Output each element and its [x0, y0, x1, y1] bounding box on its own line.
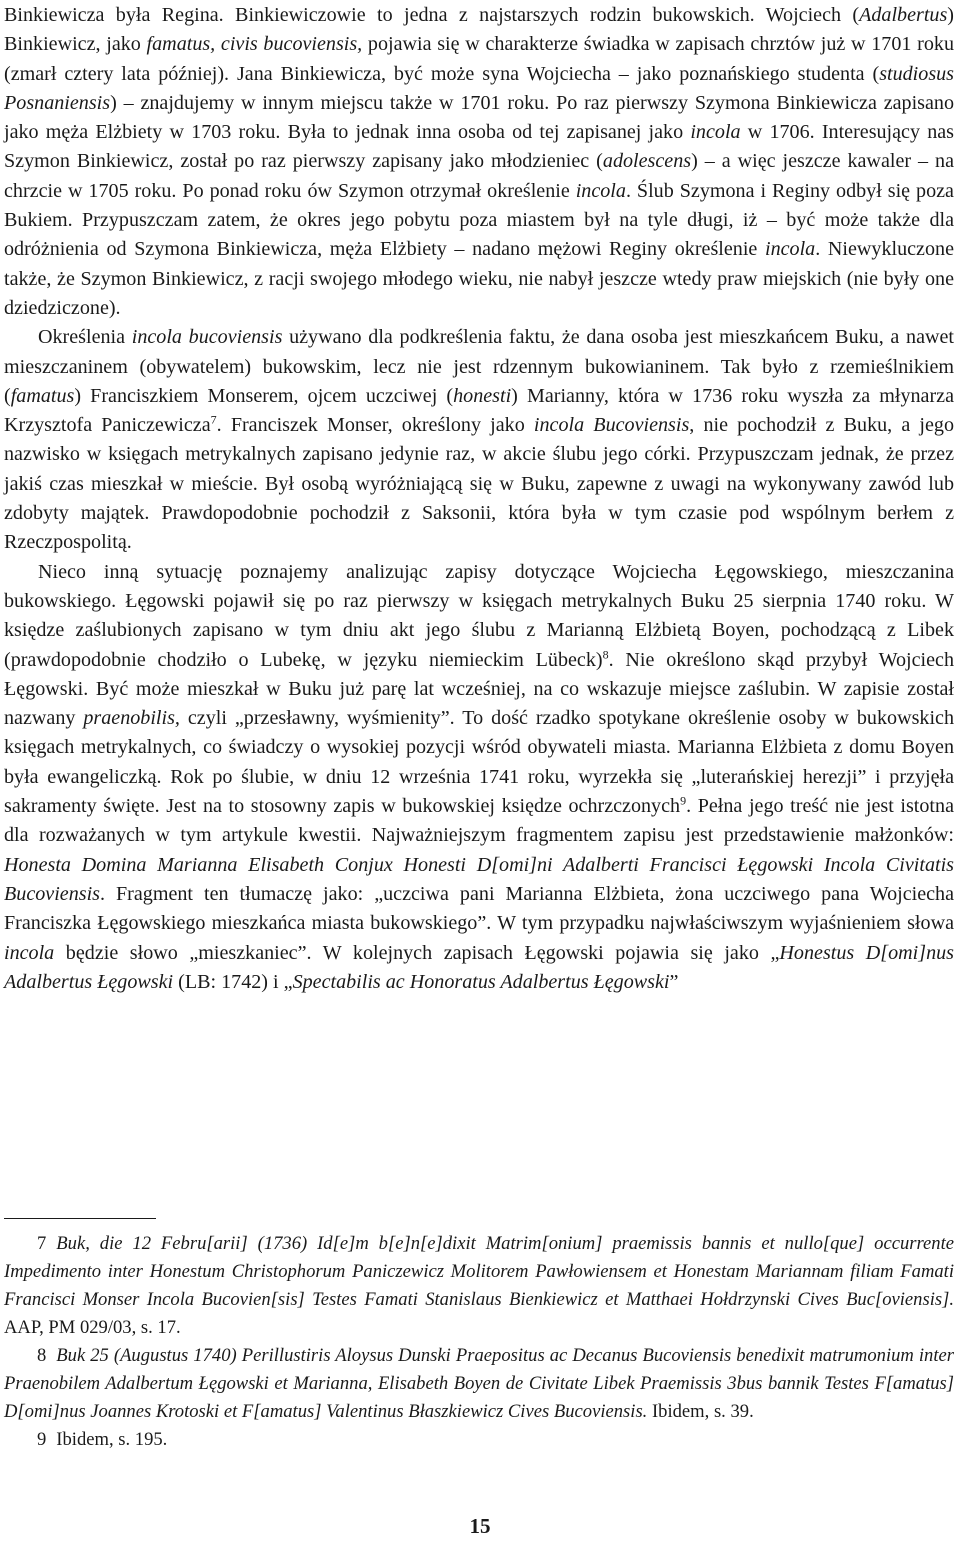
- text-run: . Nie określono skąd przybył Wojciech Łęgowski. Być może mieszkał w Buku już parę lat wcześniej, na co wskazuje miejsce zaślubin. W zapisie został nazwany: [4, 648, 954, 730]
- paragraph-2: [4, 323, 954, 557]
- footnote-ref: 8: [602, 646, 609, 661]
- italic-text: incola bucoviensis: [131, 326, 283, 349]
- text-run: ) – a więc jeszcze kawaler – na chrzcie w 1705 roku. Po ponad roku ów Szymon otrzymał określenie: [4, 150, 954, 202]
- italic-text: Spectabilis ac Honoratus Adalbertus Łęgowski: [292, 970, 670, 993]
- footnote-separator: [4, 1218, 156, 1219]
- italic-text: Buk, die 12 Febru[arii] (1736) Id[e]m b[e]n[e]dixit Matrim[onium] praemissis bannis et nullo[que] occurrente Impedimento inter Honestum Christophorum Paniczewicz Molitorem Pawłowiensem et Honestam Mariannam filiam Famati Francisci Monser Incola Bucovien[sis] Testes Famati Stanislaus Bienkiewicz et Matthaei Hołdrzynski Cives Buc[oviensis].: [4, 1233, 954, 1310]
- footnote-number: 8: [37, 1345, 47, 1366]
- footnote-9: [4, 1426, 954, 1454]
- italic-text: famatus: [10, 384, 75, 407]
- footnotes: [4, 1230, 954, 1454]
- text-run: ”: [669, 970, 679, 993]
- text-run: . Franciszek Monser, określony jako: [216, 414, 534, 437]
- page-number: 15: [469, 1514, 491, 1538]
- text-run: Ibidem, s. 39.: [647, 1401, 754, 1422]
- italic-text: Buk 25 (Augustus 1740) Perillustiris Aloysus Dunski Praepositus ac Decanus Bucoviensis benedixit matrumonium inter Praenobilem Adalbertum Łęgowski et Marianna, Elisabeth Boyen de Civitate Libek Praemissis 3bus bannik Testes F[amatus] D[omi]nus Joannes Krotoski et F[amatus] Valentinus Błaszkiewicz Cives Bucoviensis.: [4, 1345, 954, 1422]
- italic-text: Adalbertus: [859, 4, 948, 26]
- text-run: używano dla podkreślenia faktu, że dana osoba jest mieszkańcem Buku, a nawet mieszczaninem (obywatelem) bukowskim, lecz nie jest rdzennym bukowianinem. Tak było z rzemieślnikiem (: [4, 326, 955, 407]
- italic-text: incola: [4, 941, 55, 964]
- footnote-number: 9: [37, 1429, 47, 1450]
- text-run: Ibidem, s. 195.: [56, 1429, 168, 1450]
- italic-text: Honestus D[omi]nus Adalbertus Łęgowski: [4, 941, 954, 993]
- italic-text: incola Bucoviensis: [533, 414, 690, 437]
- italic-text: adolescens: [602, 150, 692, 173]
- text-run: pojawia się w charakterze świadka w zapisach chrztów już w 1701 roku (zmarł cztery lata później). Jana Binkiewicza, być może syna Wojciecha – jako poznańskiego studenta (: [4, 33, 954, 85]
- italic-text: studiosus Posnaniensis: [4, 62, 954, 114]
- footnote-8: [4, 1342, 954, 1426]
- italic-text: Honesta Domina Marianna Elisabeth Conjux Honesti D[omi]ni Adalberti Francisci Łęgowski Incola Civitatis Bucoviensis: [4, 853, 954, 905]
- text-run: ) Franciszkiem Monserem, ojcem uczciwej (: [74, 384, 454, 407]
- text-run: będzie słowo „mieszkaniec”. W kolejnych zapisach Łęgowski pojawia się jako „: [54, 941, 780, 964]
- text-run: . Pełna jego treść nie jest istotna dla rozważanych w tym artykule kwestii. Najważniejszym fragmentem zapisu jest przedstawienie małżonków:: [4, 795, 954, 847]
- italic-text: incola: [764, 238, 816, 261]
- footnote-ref: 7: [210, 412, 217, 427]
- footnote-number: 7: [37, 1233, 47, 1254]
- italic-text: incola: [575, 179, 626, 202]
- italic-text: incola: [690, 121, 741, 144]
- text-run: AAP, PM 029/03, s. 17.: [4, 1317, 181, 1338]
- page-body: [4, 0, 954, 997]
- text-run: w 1706. Interesujący nas Szymon Binkiewicz, został po raz pierwszy zapisany jako młodzieniec (: [4, 121, 954, 173]
- text-run: ) Binkiewicz, jako: [4, 4, 954, 56]
- text-run: czyli „przesławny, wyśmienity”. To dość rzadko spotykane określenie osoby w bukowskich księgach metrykalnych, co świadczy o wysokiej pozycji wśród obywateli miasta. Marianna Elżbieta z domu Boyen była ewangeliczką. Rok po ślubie, w dniu 12 września 1741 roku, wyrzekła się „luterańskiej herezji” i przyjęła sakramenty święte. Jest na to stosowny zapis w bukowskiej księdze ochrzczonych: [4, 707, 954, 818]
- paragraph-3: [4, 558, 954, 997]
- footnote-7: [4, 1230, 954, 1342]
- text-run: Określenia: [38, 326, 132, 349]
- italic-text: praenobilis,: [83, 707, 180, 730]
- text-run: , nie pochodził z Buku, a jego nazwisko w księgach metrykalnych zapisano jedynie raz, w akcie ślubu jego córki. Przypuszczam jednak, że przez jakiś czas mieszkał w mieście. Był osobą wyróżniającą się w Buku, zapewne z uwagi na wykonywany zawód lub zdobyty majątek. Prawdopodobnie pochodził z Saksonii, która była w tym czasie pod wspólnym berłem z Rzeczpospolitą.: [4, 414, 955, 554]
- paragraph-1: [4, 0, 954, 323]
- text-run: . Fragment ten tłumaczę jako: „uczciwa pani Marianna Elżbieta, żona uczciwego pana Wojciecha Franciszka Łęgowskiego mieszkańca miasta bukowskiego”. W tym przypadku najwłaściwszym wyjaśnieniem słowa: [4, 882, 954, 935]
- text-run: Nieco inną sytuację poznajemy analizując zapisy dotyczące Wojciecha Łęgowskiego, mieszczanina bukowskiego. Łęgowski pojawił się po raz pierwszy w księgach metrykalnych Buku 25 sierpnia 1740 roku. W księdze zaślubionych zapisano w tym dniu akt jego ślubu z Marianną Elżbietą Boyen, pochodzącą z Libek (prawdopodobnie chodziło o Lubekę, w języku niemieckim Lübeck): [4, 560, 954, 671]
- italic-text: famatus, civis bucoviensis,: [146, 33, 363, 56]
- text-run: Binkiewicza była Regina. Binkiewiczowie to jedna z najstarszych rodzin bukowskich. Wojciech (: [4, 4, 860, 26]
- text-run: ) – znajdujemy w innym miejscu także w 1701 roku. Po raz pierwszy Szymona Binkiewicza zapisano jako męża Elżbiety w 1703 roku. Była to jednak inna osoba od tej zapisanej jako: [4, 91, 954, 144]
- text-run: . Niewykluczone także, że Szymon Binkiewicz, z racji swojego młodego wieku, nie nabył jeszcze wtedy praw miejskich (nie były one dziedziczone).: [4, 238, 954, 319]
- text-run: (LB: 1742) i „: [173, 970, 293, 993]
- italic-text: honesti: [453, 384, 512, 407]
- footnote-ref: 9: [680, 793, 687, 808]
- text-run: . Ślub Szymona i Reginy odbył się poza Bukiem. Przypuszczam zatem, że okres jego pobytu poza miastem był na tyle długi, iż – być może także dla odróżnienia od Szymona Binkiewicza, męża Elżbiety – nadano mężowi Reginy określenie: [4, 179, 954, 261]
- text-run: ) Marianny, która w 1736 roku wyszła za młynarza Krzysztofa Paniczewicza: [4, 384, 954, 437]
